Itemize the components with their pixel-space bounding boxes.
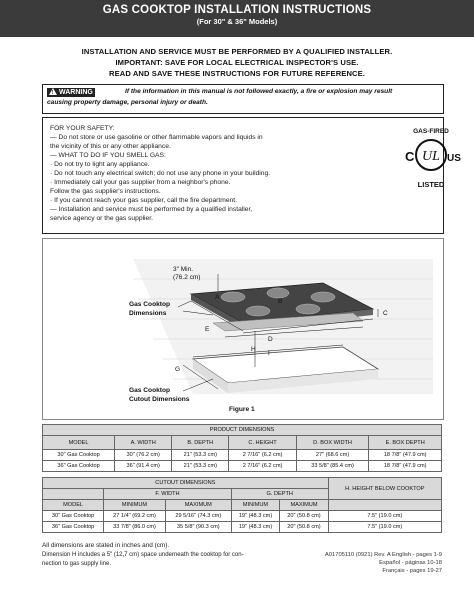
table-cell: 27 1/4" (69.2 cm) [104,511,166,522]
ul-logo-icon [401,135,461,175]
product-table-title: PRODUCT DIMENSIONS [43,425,442,436]
table-cell: 18 7/8" (47.9 cm) [369,450,442,461]
table-header: D. BOX WIDTH [296,436,369,450]
table-cell: 2 7/16" (6.2 cm) [229,450,296,461]
safety-line: — Do not store or use gasoline or other flammable vapors and liquids in [50,134,263,141]
table-cell: 36" (91.4 cm) [115,461,172,472]
table-header: MAXIMUM [165,500,231,511]
table-cell: 35 5/8" (90.3 cm) [165,522,231,533]
cutout-table-title: CUTOUT DIMENSIONS [43,478,329,489]
cert-c: C [405,149,415,164]
safety-line: the vicinity of this or any other appliance. [50,143,171,150]
table-cell: 33 7/8" (86.0 cm) [104,522,166,533]
table-cell: 30" Gas Cooktop [43,511,104,522]
safety-heading: FOR YOUR SAFETY: [50,125,115,132]
safety-box [42,117,461,234]
table-header: B. DEPTH [172,436,229,450]
table-cell: 33 5/8" (85.4 cm) [296,461,369,472]
table-cell: 7.5" (19.0 cm) [328,511,441,522]
notice-line-1: INSTALLATION AND SERVICE MUST BE PERFORMED BY A QUALIFIED INSTALLER. [81,47,393,56]
table-header: A. WIDTH [115,436,172,450]
table-cell: 7.5" (19.0 cm) [328,522,441,533]
table-cell: 30" Gas Cooktop [43,450,115,461]
cutout-dimensions-table [42,477,442,533]
table-cell: 27" (68.6 cm) [296,450,369,461]
cert-ul: UL [422,149,440,164]
table-header: MINIMUM [231,500,279,511]
diagram-min-line-1: 3" Min. [173,266,194,273]
table-row [43,522,442,533]
table-cell: 29 5/16" (74.3 cm) [165,511,231,522]
diagram-letter-f: F [268,350,272,357]
table-header: MAXIMUM [280,500,328,511]
warning-text-line-1: If the information in this manual is not followed exactly, a fire or explosion may result [125,88,393,95]
table-cell: 20" (50.8 cm) [280,522,328,533]
table-header: C. HEIGHT [229,436,296,450]
figure-caption: Figure 1 [229,406,255,413]
warning-text-line-2: causing property damage, personal injury or death. [47,99,208,106]
diagram-label-dimensions-1: Gas Cooktop [129,301,171,308]
table-cell: 30" (76.2 cm) [115,450,172,461]
table-cell: 18 7/8" (47.9 cm) [369,461,442,472]
diagram-label-cutout-2: Cutout Dimensions [129,396,190,403]
product-dimensions-table [42,424,442,472]
table-cell: 21" (53.3 cm) [172,461,229,472]
cutout-g-header: G. DEPTH [231,489,328,500]
cert-listed: LISTED [417,180,445,189]
safety-line: service agency or the gas supplier. [50,215,153,222]
diagram-letter-h: H [251,346,256,353]
footnote-h-line-2: nection to gas supply line. [42,561,112,567]
diagram-letter-d: D [268,336,273,343]
table-cell: 36" Gas Cooktop [43,522,104,533]
safety-line: · Do not touch any electrical switch; do not use any phone in your building. [50,170,271,177]
table-header: MODEL [43,436,115,450]
notice-line-2: IMPORTANT: SAVE FOR LOCAL ELECTRICAL INSPECTOR'S USE. [115,58,359,67]
warning-label-text: WARNING [59,89,93,96]
table-header: MODEL [43,500,104,511]
diagram-letter-g: G [175,366,181,373]
page-subtitle: (For 30" & 36" Models) [196,17,278,26]
diagram-label-dimensions-2: Dimensions [129,310,167,317]
publication-spanish: Español - páginas 10-18 [379,560,442,566]
page-title: GAS COOKTOP INSTALLATION INSTRUCTIONS [102,4,372,16]
cert-gas-fired: GAS-FIRED [413,128,449,135]
diagram-letter-c: C [383,310,388,317]
table-header: E. BOX DEPTH [369,436,442,450]
diagram-letter-e: E [205,326,210,333]
table-row [43,461,442,472]
safety-line: Follow the gas supplier's instructions. [50,188,161,195]
warning-triangle-icon [49,88,57,95]
warning-box [42,84,444,114]
table-header-blank [328,500,441,511]
warning-label [47,88,95,97]
footnote-h-line-1: Dimension H includes a 5" (12,7 cm) space underneath the cooktop for con- [42,552,244,558]
table-header: MINIMUM [104,500,166,511]
diagram-letter-b: B [278,298,283,305]
diagram-min-line-2: (76.2 cm) [173,274,201,281]
footnote-units: All dimensions are stated in inches and (cm). [42,542,170,549]
table-cell: 2 7/16" (6.2 cm) [229,461,296,472]
safety-line: · Do not try to light any appliance. [50,161,150,168]
table-cell: 19" (48.3 cm) [231,511,279,522]
safety-line: · If you cannot reach your gas supplier, call the fire department. [50,197,237,204]
table-header-blank [43,489,104,500]
publication-number: A01705110 (0921) Rev. A English - pages 1-9 [324,552,442,558]
table-cell: 20" (50.8 cm) [280,511,328,522]
cert-us: US [447,153,461,164]
diagram-letter-a: A [215,294,220,301]
table-row [43,450,442,461]
ul-certification-mark [401,128,461,189]
cutout-h-header: H. HEIGHT BELOW COOKTOP [328,478,441,500]
table-cell: 19" (48.3 cm) [231,522,279,533]
table-row [43,511,442,522]
table-cell: 21" (53.3 cm) [172,450,229,461]
publication-french: Français - pages 19-27 [382,568,442,574]
safety-line: — Installation and service must be performed by a qualified installer, [50,206,253,213]
cooktop-diagram [43,239,443,419]
table-cell: 36" Gas Cooktop [43,461,115,472]
cutout-f-header: F. WIDTH [104,489,232,500]
notice-line-3: READ AND SAVE THESE INSTRUCTIONS FOR FUTURE REFERENCE. [108,69,365,78]
safety-line: — WHAT TO DO IF YOU SMELL GAS: [50,152,166,159]
safety-line: · Immediately call your gas supplier from a neighbor's phone. [50,179,231,186]
diagram-label-cutout-1: Gas Cooktop [129,387,171,394]
figure-1-box [42,238,444,420]
title-banner [0,0,474,37]
